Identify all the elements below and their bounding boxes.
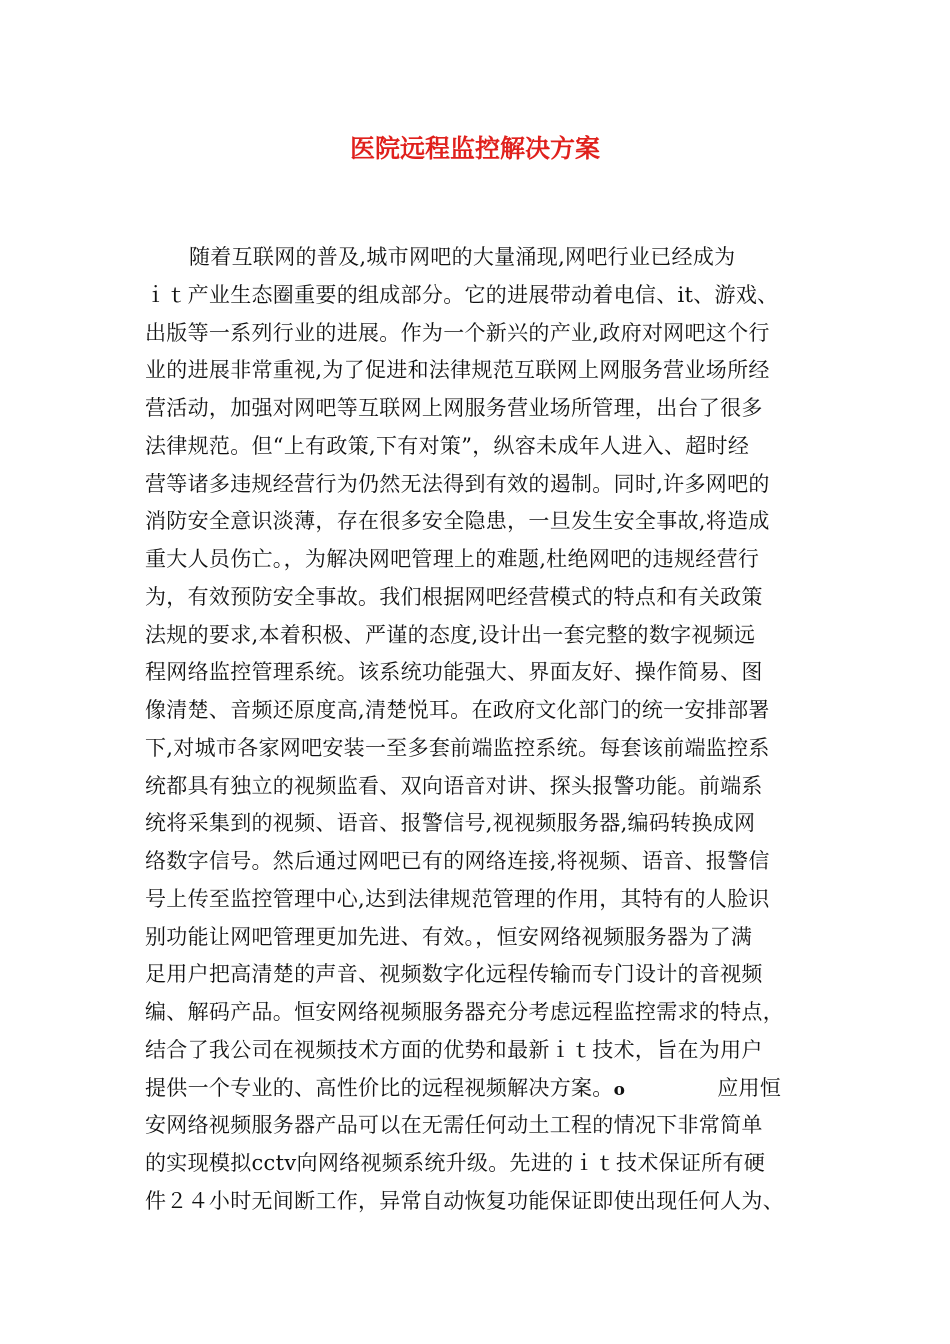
body-line: 络数字信号。然后通过网吧已有的网络连接,将视频、语音、报警信: [145, 849, 770, 873]
body-line: 结合了我公司在视频技术方面的优势和最新ｉｔ技术，旨在为用户: [145, 1037, 763, 1062]
body-line: 统都具有独立的视频监看、双向语音对讲、探头报警功能。前端系: [145, 773, 763, 798]
body-line: 随着互联网的普及,城市网吧的大量涌现,网吧行业已经成为: [189, 245, 736, 269]
body-line: 的实现模拟cctv向网络视频系统升级。先进的ｉｔ技术保证所有硬: [145, 1151, 766, 1175]
body-line: 像清楚、音频还原度高,清楚悦耳。在政府文化部门的统一安排部署: [145, 698, 770, 722]
body-line: 出版等一系列行业的进展。作为一个新兴的产业,政府对网吧这个行: [145, 320, 770, 345]
body-line: 安网络视频服务器产品可以在无需任何动土工程的情况下非常简单: [145, 1113, 763, 1138]
body-line-segment: 应用恒: [717, 1075, 782, 1100]
body-line: 编、解码产品。恒安网络视频服务器充分考虑远程监控需求的特点，: [145, 1000, 784, 1024]
body-line: 法律规范。但“上有政策,下有对策”，纵容未成年人进入、超时经: [145, 433, 750, 458]
body-line: 营等诸多违规经营行为仍然无法得到有效的遏制。同时,许多网吧的: [145, 471, 770, 496]
body-line: 消防安全意识淡薄，存在很多安全隐患，一旦发生安全事故,将造成: [145, 509, 770, 534]
body-line: 别功能让网吧管理更加先进、有效。，恒安网络视频服务器为了满: [145, 924, 753, 949]
body-line: 足用户把高清楚的声音、视频数字化远程传输而专门设计的音视频: [145, 962, 763, 987]
body-line: 重大人员伤亡。，为解决网吧管理上的难题,杜绝网吧的违规经营行: [145, 547, 760, 571]
body-line: 程网络监控管理系统。该系统功能强大、界面友好、操作简易、图: [145, 660, 763, 685]
body-line: 业的进展非常重视,为了促进和法律规范互联网上网服务营业场所经: [145, 358, 770, 383]
body-line-segment: 提供一个专业的、高性价比的远程视频解决方案。: [145, 1075, 614, 1100]
body-line: 为，有效预防安全事故。我们根据网吧经营模式的特点和有关政策: [145, 584, 763, 609]
body-line: ｉｔ产业生态圈重要的组成部分。它的进展带动着电信、it、游戏、: [145, 282, 779, 307]
stray-mark: o: [613, 1079, 626, 1100]
body-line-split: [145, 1070, 835, 1108]
body-line: 号上传至监控管理中心,达到法律规范管理的作用，其特有的人脸识: [145, 886, 770, 911]
body-line: 下,对城市各家网吧安装一至多套前端监控系统。每套该前端监控系: [145, 735, 770, 760]
body-line: 营活动，加强对网吧等互联网上网服务营业场所管理，出台了很多: [145, 396, 763, 420]
body-line: 统将采集到的视频、语音、报警信号,视视频服务器,编码转换成网: [145, 811, 756, 836]
document-body: [145, 239, 835, 1221]
body-line: 法规的要求,本着积极、严谨的态度,设计出一套完整的数字视频远: [145, 622, 756, 647]
document-title: 医院远程监控解决方案: [349, 134, 600, 163]
body-line: 件２４小时无间断工作，异常自动恢复功能保证即使出现任何人为、: [145, 1188, 784, 1213]
